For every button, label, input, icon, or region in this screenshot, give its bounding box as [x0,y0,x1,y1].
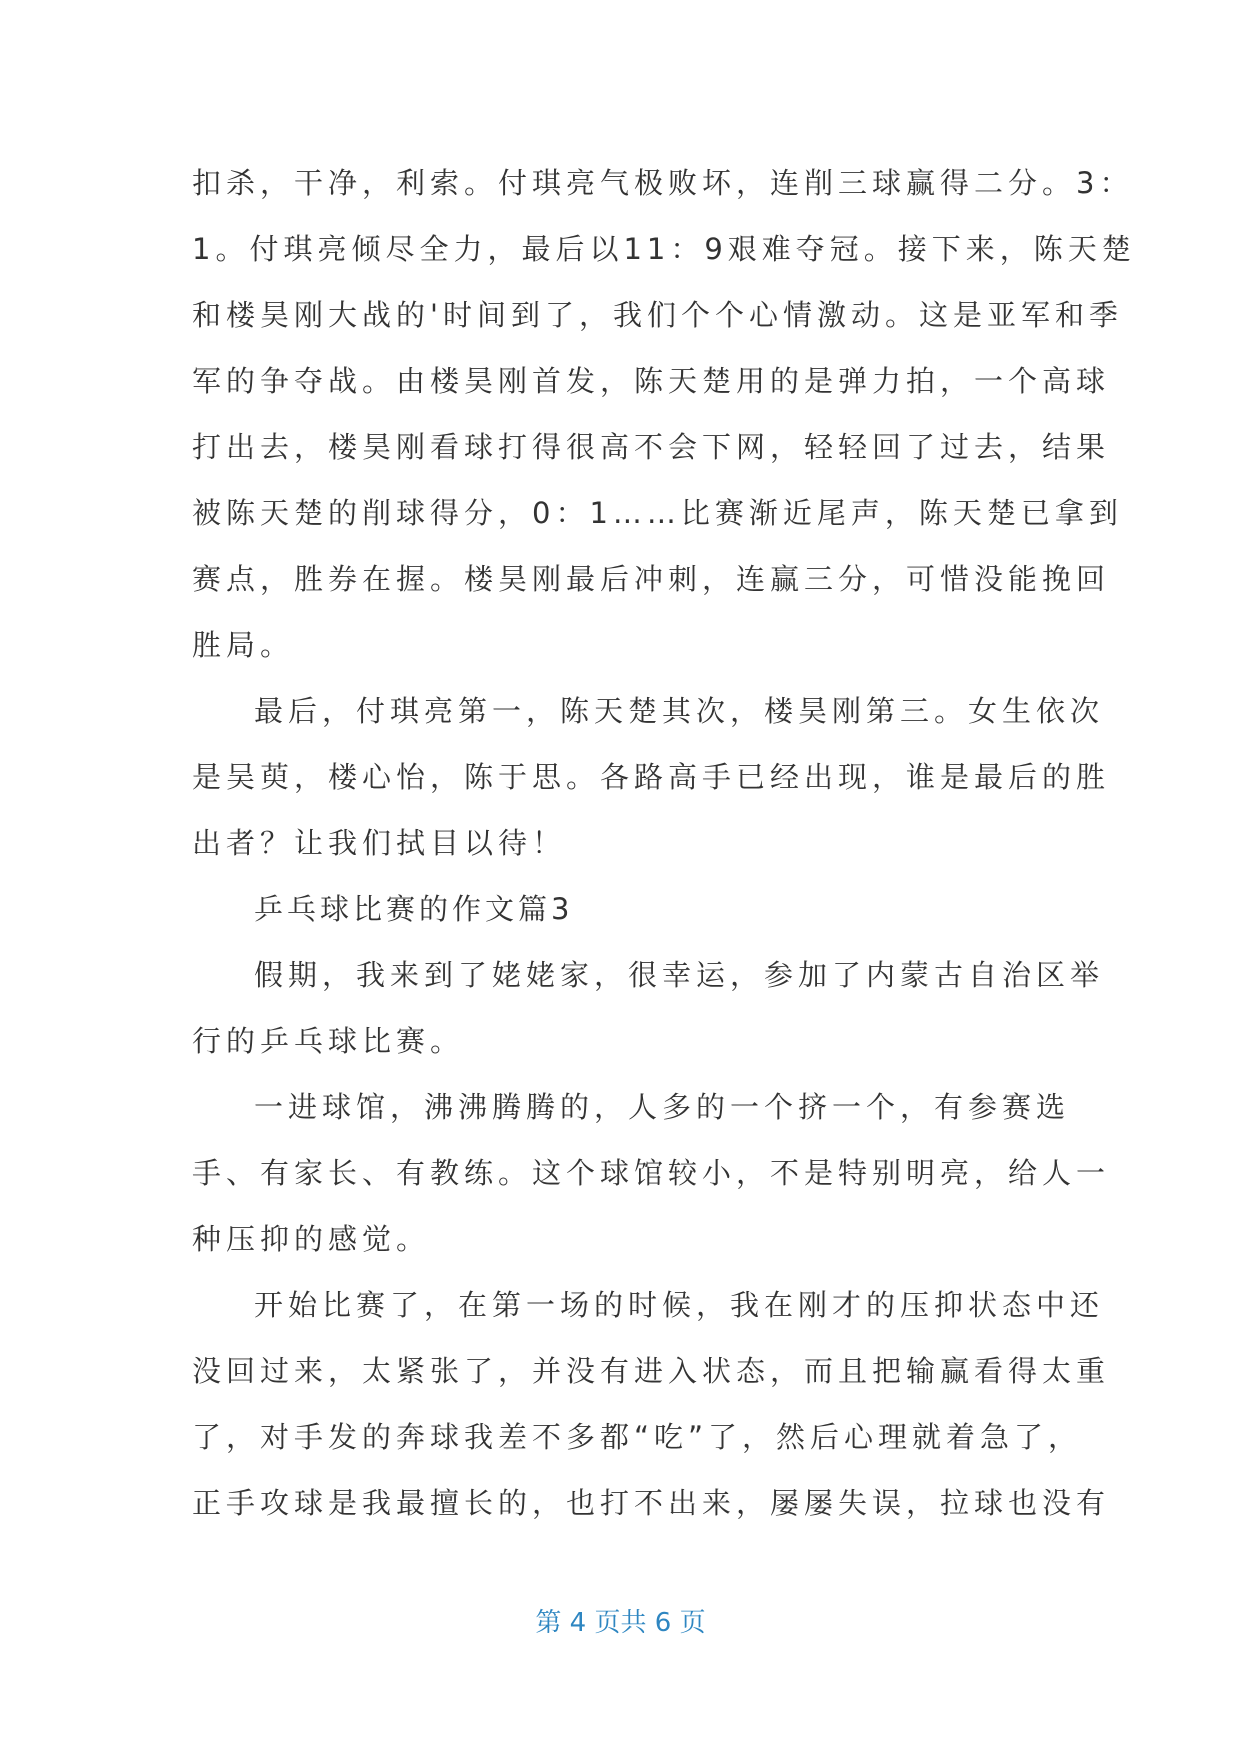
text-line: 打出去，楼昊刚看球打得很高不会下网，轻轻回了过去，结果 [192,430,1111,464]
text-line: 假期，我来到了姥姥家，很幸运，参加了内蒙古自治区举 [254,958,1105,992]
text-line: 出者？让我们拭目以待！ [192,826,567,860]
text-line: 种压抑的感觉。 [192,1222,431,1256]
text-line: 胜局。 [192,628,295,662]
text-line: 开始比赛了，在第一场的时候，我在刚才的压抑状态中还 [254,1288,1105,1322]
text-line: 军的争夺战。由楼昊刚首发，陈天楚用的是弹力拍，一个高球 [192,364,1111,398]
text-line: 扣杀，干净，利索。付琪亮气极败坏，连削三球赢得二分。3： [192,166,1134,200]
text-line: 手、有家长、有教练。这个球馆较小，不是特别明亮，给人一 [192,1156,1111,1190]
text-line: 1。付琪亮倾尽全力，最后以11：9艰难夺冠。接下来，陈天楚 [192,232,1136,266]
page-footer: 第 4 页共 6 页 [535,1608,706,1638]
text-line: 最后，付琪亮第一，陈天楚其次，楼昊刚第三。女生依次 [254,694,1105,728]
document-body [192,150,1136,1536]
text-line: 行的乒乓球比赛。 [192,1024,465,1058]
text-line: 正手攻球是我最擅长的，也打不出来，屡屡失误，拉球也没有 [192,1486,1111,1520]
text-line: 被陈天楚的削球得分，0：1……比赛渐近尾声，陈天楚已拿到 [192,496,1123,530]
text-line: 和楼昊刚大战的'时间到了，我们个个心情激动。这是亚军和季 [192,298,1123,332]
text-line: 是吴萸，楼心怡，陈于思。各路高手已经出现，谁是最后的胜 [192,760,1111,794]
section-heading: 乒乓球比赛的作文篇3 [254,892,574,926]
text-line: 一进球馆，沸沸腾腾的，人多的一个挤一个，有参赛选 [254,1090,1071,1124]
text-line: 了，对手发的奔球我差不多都“吃”了，然后心理就着急了， [192,1420,1083,1454]
text-line: 赛点，胜券在握。楼昊刚最后冲刺，连赢三分，可惜没能挽回 [192,562,1111,596]
text-line: 没回过来，太紧张了，并没有进入状态，而且把输赢看得太重 [192,1354,1111,1388]
